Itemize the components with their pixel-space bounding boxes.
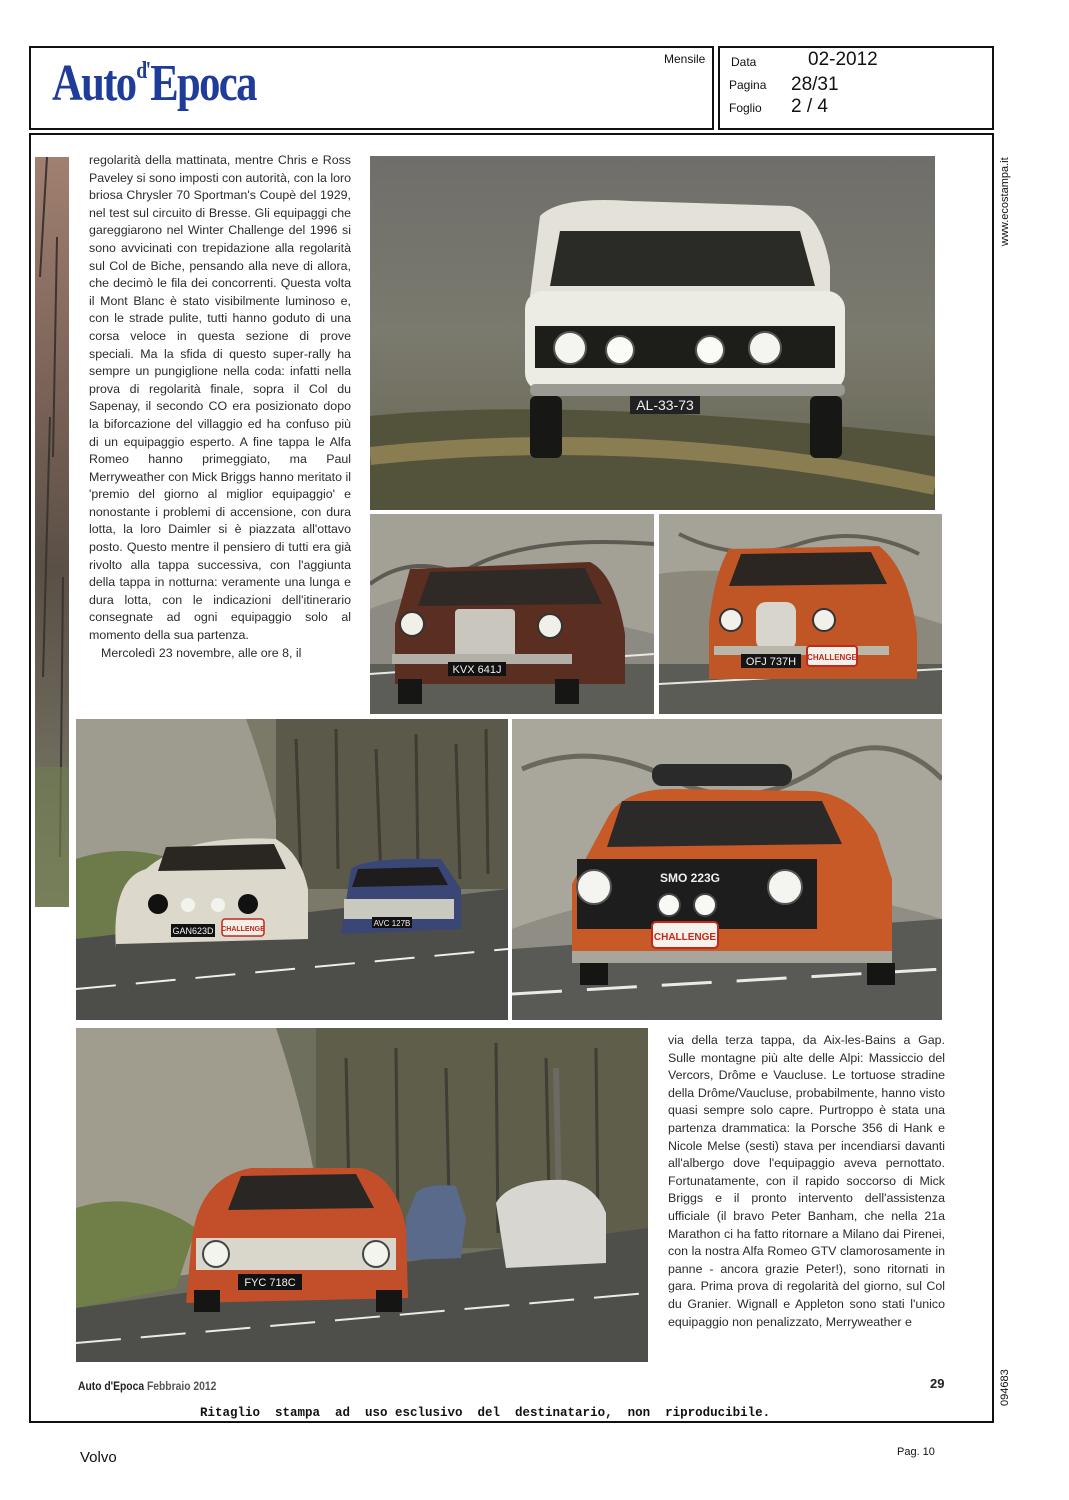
page-label: Pagina <box>729 78 767 92</box>
clipping-page-number: Pag. 10 <box>897 1446 935 1458</box>
paragraph-3: via della terza tappa, da Aix-les-Bains a Gap. Sulle montagne più alte delle Alpi: Massiccio del Vercors, Drôme e Vaucluse. Le tortuose stradine della Drôme/Vaucluse, probabilmente, hanno visto quasi sempre solo capre. Purtroppo è stata una partenza drammatica: la Porsche 356 di Hank e Nicole Melse (sesti) stava per incendiarsi davanti all'albergo dove l'equipaggio aveva pernottato. Fortunatamente, con il rapido soccorso di Mick Briggs e il pronto intervento dell'assistenza ufficiale (il bravo Peter Banham, che nella 21a Marathon ci ha fatto ritornare a Milano dai Pirenei, con la nostra Alfa Romeo GTV clamorosamente in panne - ancora grazie Peter!), sono ritornati in gara. Prima prova di regolarità del giorno, sul Col du Granier. Wignall e Appleton sono stati l'unico equipaggio non penalizzato, Merryweather e <box>668 1033 945 1329</box>
daimler-badge: CHALLENGE <box>807 653 857 662</box>
paragraph-1: regolarità della mattinata, mentre Chris e Ross Paveley si sono imposti con autorità, con la loro briosa Chrysler 70 Sportman's Coupè del 1929, nel test sul circuito di Bresse. Gli equipaggi che gareggiarono nel Winter Challenge del 1996 si sono avvicinati con trepidazione alla regolarità sul Col de Biche, pensando alla neve di allora, che decimò le fila dei concorrenti. Questa volta il Mont Blanc è stato visibilmente luminoso e, con le strade pulite, tutti hanno goduto di una corsa veloce in questa sezione di prove speciali. Ma la sfida di questo super-rally ha sempre un pungiglione nella coda: infatti nella prova di regolarità finale, sopra il Col du Sapenay, il secondo CO era posizionato dopo la biforcazione del villaggio ed ha confuso più di un equipaggio esperto. A fine tappa le Alfa Romeo hanno primeggiato, ma Paul Merryweather con Mick Briggs hanno meritato il 'premio del giorno al miglior equipaggio' e nonostante i problemi di accensione, con dura lotta, la loro Daimler si è piazzata all'ottavo posto. Questo mentre il pensiero di tutti era già rivolto alla tappa successiva, con l'aggiunta della tappa in notturna: veramente una lunga e dura lotta, con le indicazioni dell'itinerario consegnate ad ogni equipaggio solo al momento della sua partenza. <box>89 153 351 643</box>
wolseley-plate: KVX 641J <box>452 664 502 676</box>
archive-code: 094683 <box>999 1369 1011 1406</box>
page-value: 28/31 <box>791 74 839 95</box>
magazine-footer-title: Auto d'Epoca Febbraio 2012 <box>78 1379 217 1393</box>
left-edge-photo-strip <box>35 157 69 907</box>
volvo-badge: CHALLENGE <box>221 926 265 933</box>
peugeot-plate: FYC 718C <box>244 1277 296 1289</box>
date-label: Data <box>731 55 757 69</box>
sheet-value: 2 / 4 <box>791 96 828 117</box>
hillman-plate: AVC 127B <box>373 919 411 928</box>
paragraph-2: Mercoledì 23 novembre, alle ore 8, il <box>101 645 302 660</box>
volvo-plate: GAN623D <box>172 926 214 936</box>
client-name: Volvo <box>80 1449 117 1466</box>
frequency-label: Mensile <box>664 52 706 66</box>
article-column-1 <box>89 152 351 662</box>
sheet-label: Foglio <box>729 101 762 115</box>
photo-red-peugeot-404 <box>76 1028 648 1362</box>
photo-orange-daimler <box>659 514 942 714</box>
escort-plate: AL-33-73 <box>636 397 694 413</box>
date-value: 02-2012 <box>808 49 878 70</box>
disclaimer-text: Ritaglio stampa ad uso esclusivo del destinatario, non riproducibile. <box>200 1406 771 1420</box>
photo-austin-1800 <box>512 719 942 1020</box>
photo-white-ford-escort <box>370 156 935 510</box>
austin-plate: SMO 223G <box>659 871 721 885</box>
magazine-page-number: 29 <box>930 1376 945 1391</box>
daimler-plate: OFJ 737H <box>745 656 797 668</box>
austin-badge: CHALLENGE <box>653 932 717 943</box>
article-column-2 <box>668 1032 945 1331</box>
photo-volvo-amazon-group <box>76 719 508 1020</box>
magazine-logo: Auto$^{d'}$Epoca <box>52 55 256 112</box>
source-url: www.ecostampa.it <box>999 157 1011 246</box>
photo-brown-wolseley <box>370 514 654 714</box>
